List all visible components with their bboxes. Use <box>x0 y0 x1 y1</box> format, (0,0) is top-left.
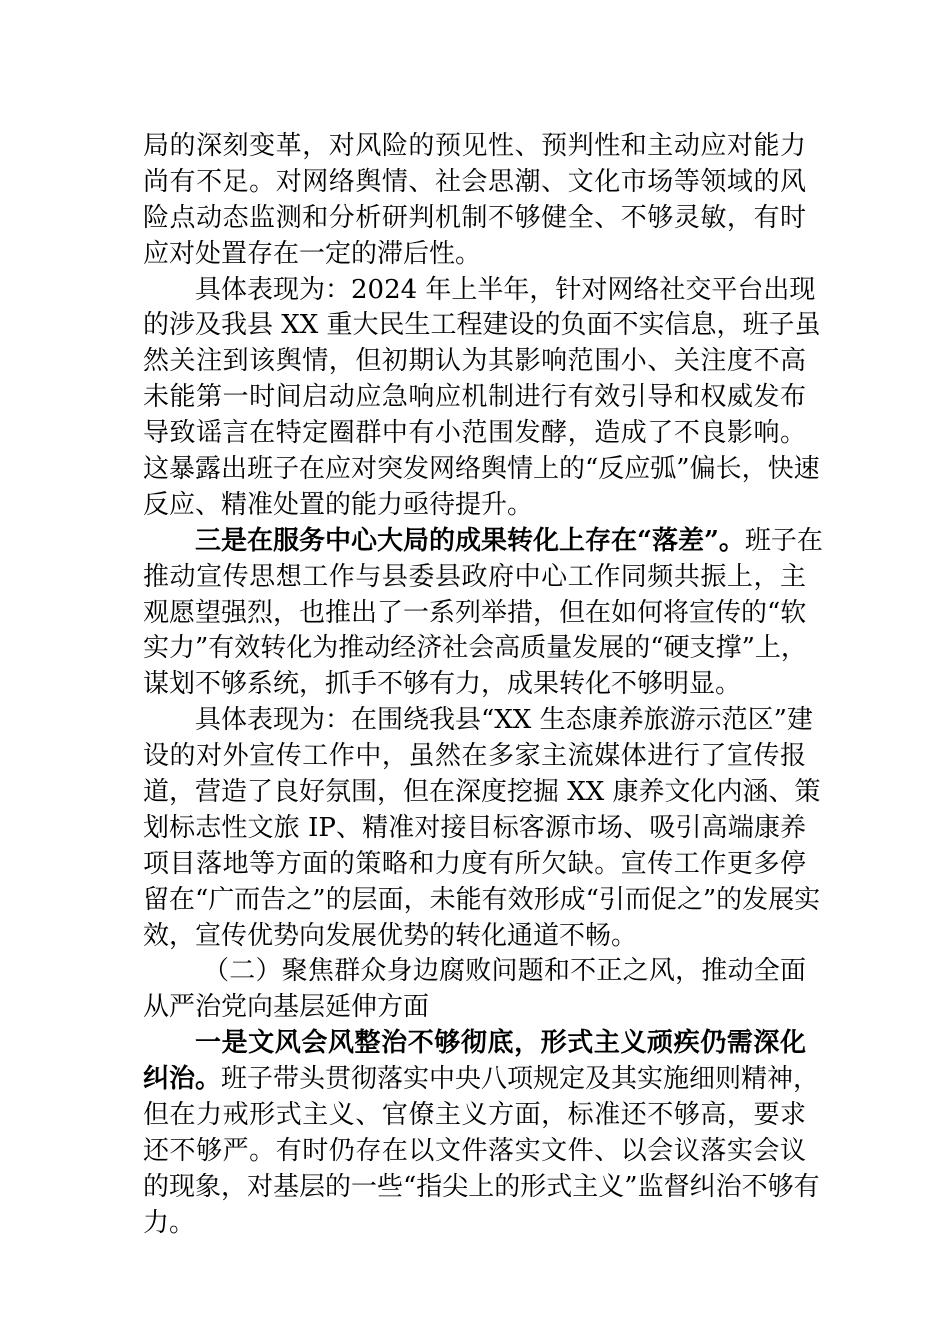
text-line <box>143 380 806 416</box>
document-body <box>143 129 823 1242</box>
body-text: 局的深刻变革，对风险的预见性、预判性和主动应对能力 <box>143 131 806 161</box>
text-line <box>143 919 806 955</box>
body-text: 从严治党向基层延伸方面 <box>143 992 430 1023</box>
body-text: 班子带头贯彻落实中央八项规定及其实施细则精神， <box>221 1064 820 1095</box>
body-text: 未能第一时间启动应急响应机制进行有效引导和权威发布 <box>143 382 806 413</box>
body-text: （二）聚焦群众身边腐败问题和不正之风，推动全面 <box>203 956 806 987</box>
body-text: 项目落地等方面的策略和力度有所欠缺。宣传工作更多停 <box>143 848 806 879</box>
text-line <box>143 344 806 380</box>
text-line <box>143 1170 820 1206</box>
text-line <box>143 129 806 165</box>
body-text: 反应、精准处置的能力亟待提升。 <box>143 489 534 520</box>
text-line <box>143 1026 806 1062</box>
text-line <box>143 488 806 524</box>
text-line <box>143 667 806 703</box>
text-line <box>143 308 821 344</box>
bold-heading-text: 三是在服务中心大局的成果转化上存在“落差”。 <box>195 525 745 556</box>
body-text: 然关注到该舆情，但初期认为其影响范围小、关注度不高 <box>143 346 806 377</box>
body-text: 具体表现为：在围绕我县“XX 生态康养旅游示范区”建 <box>195 705 813 736</box>
text-line <box>143 1098 806 1134</box>
text-line <box>143 524 823 560</box>
text-line <box>143 775 821 811</box>
text-line <box>143 811 806 847</box>
body-text: 效，宣传优势向发展优势的转化通道不畅。 <box>143 920 638 951</box>
body-text: 的现象，对基层的一些“指尖上的形式主义”监督纠治不够有 <box>143 1171 820 1202</box>
text-line <box>143 954 806 990</box>
body-text: 设的对外宣传工作中，虽然在多家主流媒体进行了宣传报 <box>143 741 806 772</box>
text-line <box>143 237 806 273</box>
text-line <box>143 883 821 919</box>
body-text: 导致谣言在特定圈群中有小范围发酵，造成了不良影响。 <box>143 418 806 449</box>
text-line <box>143 201 806 237</box>
body-text: 划标志性文旅 IP、精准对接目标客源市场、吸引高端康养 <box>143 812 806 843</box>
body-text: 尚有不足。对网络舆情、社会思潮、文化市场等领域的风 <box>143 166 806 197</box>
bold-heading-text: 纠治。 <box>143 1064 222 1095</box>
body-text: 道，营造了良好氛围，但在深度挖掘 XX 康养文化内涵、策 <box>143 777 821 808</box>
body-text: 险点动态监测和分析研判机制不够健全、不够灵敏，有时 <box>143 202 806 233</box>
text-line <box>143 847 806 883</box>
text-line <box>143 631 806 667</box>
text-line <box>143 416 806 452</box>
body-text: 具体表现为：2024 年上半年，针对网络社交平台出现 <box>195 274 816 305</box>
text-line <box>143 1134 806 1170</box>
text-line <box>143 703 813 739</box>
text-line <box>143 990 806 1026</box>
body-text: 观愿望强烈，也推出了一系列举措，但在如何将宣传的“软 <box>143 597 807 628</box>
body-text: 这暴露出班子在应对突发网络舆情上的“反应弧”偏长，快速 <box>143 454 820 485</box>
body-text: 应对处置存在一定的滞后性。 <box>143 238 482 269</box>
body-text: 谋划不够系统，抓手不够有力，成果转化不够明显。 <box>143 669 742 700</box>
text-line <box>143 1206 806 1242</box>
text-line <box>143 560 806 596</box>
bold-heading-text: 一是文风会风整治不够彻底，形式主义顽疾仍需深化 <box>195 1028 806 1059</box>
body-text: 的涉及我县 XX 重大民生工程建设的负面不实信息，班子虽 <box>143 310 821 341</box>
text-line <box>143 739 806 775</box>
body-text: 但在力戒形式主义、官僚主义方面，标准还不够高，要求 <box>143 1100 806 1131</box>
body-text: 推动宣传思想工作与县委县政府中心工作同频共振上，主 <box>143 561 806 592</box>
text-line <box>143 165 806 201</box>
body-text: 还不够严。有时仍存在以文件落实文件、以会议落实会议 <box>143 1135 806 1166</box>
text-line <box>143 596 806 632</box>
body-text: 班子在 <box>744 525 823 556</box>
body-text: 留在“广而告之”的层面，未能有效形成“引而促之”的发展实 <box>143 884 821 915</box>
text-line <box>143 1062 820 1098</box>
body-text: 力。 <box>143 1207 196 1238</box>
text-line <box>143 452 820 488</box>
body-text: 实力”有效转化为推动经济社会高质量发展的“硬支撑”上， <box>143 633 807 664</box>
text-line <box>143 273 816 309</box>
